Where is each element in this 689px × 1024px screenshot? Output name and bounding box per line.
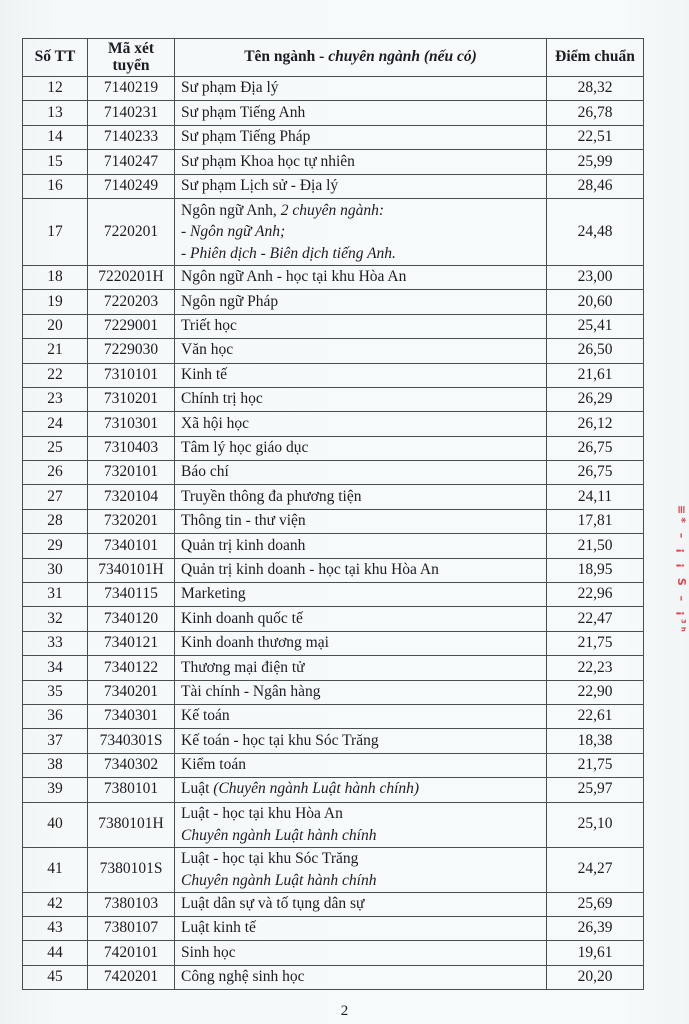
cell-name: Văn học (175, 339, 547, 363)
cell-stt: 18 (23, 265, 88, 289)
cell-code: 7140233 (88, 125, 175, 149)
name-italic: (Chuyên ngành Luật hành chính) (213, 780, 420, 798)
cell-stt: 22 (23, 363, 88, 387)
header-stt: Số TT (23, 39, 88, 77)
cell-score: 26,75 (547, 461, 644, 485)
cell-code: 7220201 (88, 198, 175, 265)
cell-stt: 24 (23, 412, 88, 436)
name-main: Luật - học tại khu Hòa An (181, 805, 343, 823)
cell-score: 24,48 (547, 198, 644, 265)
cell-code: 7310101 (88, 363, 175, 387)
cell-code: 7340301 (88, 704, 175, 728)
table-row (23, 290, 644, 314)
cell-name: Thương mại điện tử (175, 656, 547, 680)
cell-code: 7340122 (88, 656, 175, 680)
table-header-row (23, 39, 644, 77)
cell-code: 7380103 (88, 892, 175, 916)
cell-score: 21,75 (547, 631, 644, 655)
table-row (23, 150, 644, 174)
cell-name: Truyền thông đa phương tiện (175, 485, 547, 509)
cell-name: Xã hội học (175, 412, 547, 436)
table-row (23, 916, 644, 940)
table-row (23, 941, 644, 965)
cell-code: 7140231 (88, 101, 175, 125)
cell-name (175, 847, 547, 892)
cell-name: Sinh học (175, 941, 547, 965)
cell-score: 20,20 (547, 965, 644, 989)
cell-score: 17,81 (547, 509, 644, 533)
table-row (23, 174, 644, 198)
header-code: Mã xét tuyển (88, 39, 175, 77)
cell-name: Công nghệ sinh học (175, 965, 547, 989)
cell-code: 7229030 (88, 339, 175, 363)
cell-code: 7420201 (88, 965, 175, 989)
page-number: 2 (340, 1003, 349, 1019)
cell-name: Marketing (175, 583, 547, 607)
cell-code: 7229001 (88, 314, 175, 338)
cell-stt: 40 (23, 802, 88, 847)
table-row (23, 965, 644, 989)
cell-name: Kinh tế (175, 363, 547, 387)
cell-stt: 33 (23, 631, 88, 655)
table-row (23, 847, 644, 892)
cell-stt: 20 (23, 314, 88, 338)
name-main: Luật - học tại khu Sóc Trăng (181, 850, 359, 868)
table-row (23, 509, 644, 533)
table-row (23, 778, 644, 802)
cell-stt: 45 (23, 965, 88, 989)
cell-code: 7340121 (88, 631, 175, 655)
cell-score: 24,11 (547, 485, 644, 509)
cell-stt: 44 (23, 941, 88, 965)
admission-scores-table (22, 38, 644, 990)
cell-code: 7140219 (88, 77, 175, 101)
table-row (23, 265, 644, 289)
cell-name: Sư phạm Tiếng Pháp (175, 125, 547, 149)
cell-stt: 14 (23, 125, 88, 149)
cell-name: Kế toán - học tại khu Sóc Trăng (175, 729, 547, 753)
table-row (23, 583, 644, 607)
cell-score: 22,47 (547, 607, 644, 631)
cell-code: 7140247 (88, 150, 175, 174)
cell-stt: 29 (23, 534, 88, 558)
table-row (23, 198, 644, 265)
cell-code: 7380107 (88, 916, 175, 940)
cell-score: 23,00 (547, 265, 644, 289)
header-name (175, 39, 547, 77)
cell-stt: 31 (23, 583, 88, 607)
table-row (23, 412, 644, 436)
cell-code: 7340101H (88, 558, 175, 582)
cell-stt: 15 (23, 150, 88, 174)
cell-name: Triết học (175, 314, 547, 338)
cell-score: 26,39 (547, 916, 644, 940)
cell-stt: 25 (23, 436, 88, 460)
cell-score: 19,61 (547, 941, 644, 965)
cell-score: 26,50 (547, 339, 644, 363)
cell-code: 7310403 (88, 436, 175, 460)
cell-name: Ngôn ngữ Anh - học tại khu Hòa An (175, 265, 547, 289)
table-row (23, 125, 644, 149)
specialization-1: - Ngôn ngữ Anh; (181, 223, 286, 241)
cell-code: 7220201H (88, 265, 175, 289)
cell-score: 20,60 (547, 290, 644, 314)
red-stamp-mark: ≡* – ¡ ¡ S – ¡³ʰ (675, 505, 688, 635)
table-row (23, 77, 644, 101)
cell-code: 7340302 (88, 753, 175, 777)
cell-score: 21,61 (547, 363, 644, 387)
cell-stt: 27 (23, 485, 88, 509)
cell-stt: 37 (23, 729, 88, 753)
table-row (23, 753, 644, 777)
cell-name: Thông tin - thư viện (175, 509, 547, 533)
cell-code: 7320101 (88, 461, 175, 485)
cell-score: 25,97 (547, 778, 644, 802)
cell-name: Sư phạm Khoa học tự nhiên (175, 150, 547, 174)
cell-name: Kinh doanh thương mại (175, 631, 547, 655)
table-row (23, 558, 644, 582)
cell-name: Tâm lý học giáo dục (175, 436, 547, 460)
cell-name: Luật kinh tế (175, 916, 547, 940)
cell-name: Sư phạm Địa lý (175, 77, 547, 101)
cell-code: 7340101 (88, 534, 175, 558)
specialization-2: - Phiên dịch - Biên dịch tiếng Anh. (181, 244, 396, 262)
cell-score: 21,75 (547, 753, 644, 777)
table-row (23, 729, 644, 753)
cell-stt: 41 (23, 847, 88, 892)
cell-stt: 38 (23, 753, 88, 777)
cell-name: Kinh doanh quốc tế (175, 607, 547, 631)
cell-score: 26,75 (547, 436, 644, 460)
cell-code: 7380101 (88, 778, 175, 802)
cell-code: 7380101S (88, 847, 175, 892)
cell-score: 28,46 (547, 174, 644, 198)
name-main: Ngôn ngữ Anh, (181, 201, 281, 219)
cell-stt: 43 (23, 916, 88, 940)
cell-stt: 26 (23, 461, 88, 485)
cell-stt: 16 (23, 174, 88, 198)
cell-stt: 21 (23, 339, 88, 363)
cell-stt: 30 (23, 558, 88, 582)
cell-score: 22,23 (547, 656, 644, 680)
cell-score: 18,38 (547, 729, 644, 753)
header-name-main: Tên ngành - (244, 48, 329, 66)
table-row (23, 339, 644, 363)
cell-stt: 23 (23, 387, 88, 411)
cell-score: 25,69 (547, 892, 644, 916)
cell-stt: 34 (23, 656, 88, 680)
cell-code: 7340301S (88, 729, 175, 753)
table-row (23, 461, 644, 485)
cell-score: 22,61 (547, 704, 644, 728)
cell-name (175, 778, 547, 802)
name-italic: 2 chuyên ngành: (280, 201, 384, 219)
specialization: Chuyên ngành Luật hành chính (181, 826, 377, 844)
table-row (23, 607, 644, 631)
cell-code: 7420101 (88, 941, 175, 965)
table-row (23, 680, 644, 704)
cell-stt: 42 (23, 892, 88, 916)
header-name-italic: chuyên ngành (nếu có) (328, 48, 477, 66)
cell-name: Kế toán (175, 704, 547, 728)
cell-name: Quản trị kinh doanh - học tại khu Hòa An (175, 558, 547, 582)
cell-score: 26,12 (547, 412, 644, 436)
cell-stt: 36 (23, 704, 88, 728)
cell-name: Chính trị học (175, 387, 547, 411)
cell-score: 28,32 (547, 77, 644, 101)
cell-code: 7310201 (88, 387, 175, 411)
table-row (23, 314, 644, 338)
cell-code: 7320201 (88, 509, 175, 533)
cell-score: 25,10 (547, 802, 644, 847)
table-row (23, 485, 644, 509)
table-row (23, 631, 644, 655)
name-main: Luật (181, 780, 214, 798)
cell-name: Sư phạm Tiếng Anh (175, 101, 547, 125)
cell-code: 7340115 (88, 583, 175, 607)
table-row (23, 363, 644, 387)
cell-code: 7320104 (88, 485, 175, 509)
cell-code: 7380101H (88, 802, 175, 847)
cell-score: 22,96 (547, 583, 644, 607)
table-row (23, 534, 644, 558)
cell-stt: 13 (23, 101, 88, 125)
cell-name: Báo chí (175, 461, 547, 485)
table-row (23, 387, 644, 411)
specialization: Chuyên ngành Luật hành chính (181, 871, 377, 889)
cell-score: 25,99 (547, 150, 644, 174)
cell-score: 18,95 (547, 558, 644, 582)
cell-code: 7220203 (88, 290, 175, 314)
cell-score: 25,41 (547, 314, 644, 338)
cell-stt: 32 (23, 607, 88, 631)
table-row (23, 892, 644, 916)
cell-code: 7340201 (88, 680, 175, 704)
table-row (23, 802, 644, 847)
cell-stt: 39 (23, 778, 88, 802)
cell-score: 26,29 (547, 387, 644, 411)
cell-stt: 28 (23, 509, 88, 533)
cell-name: Kiểm toán (175, 753, 547, 777)
cell-name: Quản trị kinh doanh (175, 534, 547, 558)
cell-stt: 17 (23, 198, 88, 265)
cell-code: 7340120 (88, 607, 175, 631)
table-row (23, 101, 644, 125)
cell-name (175, 198, 547, 265)
cell-stt: 19 (23, 290, 88, 314)
cell-name (175, 802, 547, 847)
cell-stt: 12 (23, 77, 88, 101)
cell-score: 26,78 (547, 101, 644, 125)
cell-score: 21,50 (547, 534, 644, 558)
cell-name: Luật dân sự và tố tụng dân sự (175, 892, 547, 916)
cell-score: 22,51 (547, 125, 644, 149)
table-row (23, 656, 644, 680)
cell-name: Ngôn ngữ Pháp (175, 290, 547, 314)
cell-score: 22,90 (547, 680, 644, 704)
cell-stt: 35 (23, 680, 88, 704)
table-row (23, 704, 644, 728)
cell-name: Tài chính - Ngân hàng (175, 680, 547, 704)
header-score: Điểm chuẩn (547, 39, 644, 77)
cell-code: 7310301 (88, 412, 175, 436)
table-row (23, 436, 644, 460)
name-line (181, 200, 540, 222)
cell-name: Sư phạm Lịch sử - Địa lý (175, 174, 547, 198)
cell-code: 7140249 (88, 174, 175, 198)
cell-score: 24,27 (547, 847, 644, 892)
